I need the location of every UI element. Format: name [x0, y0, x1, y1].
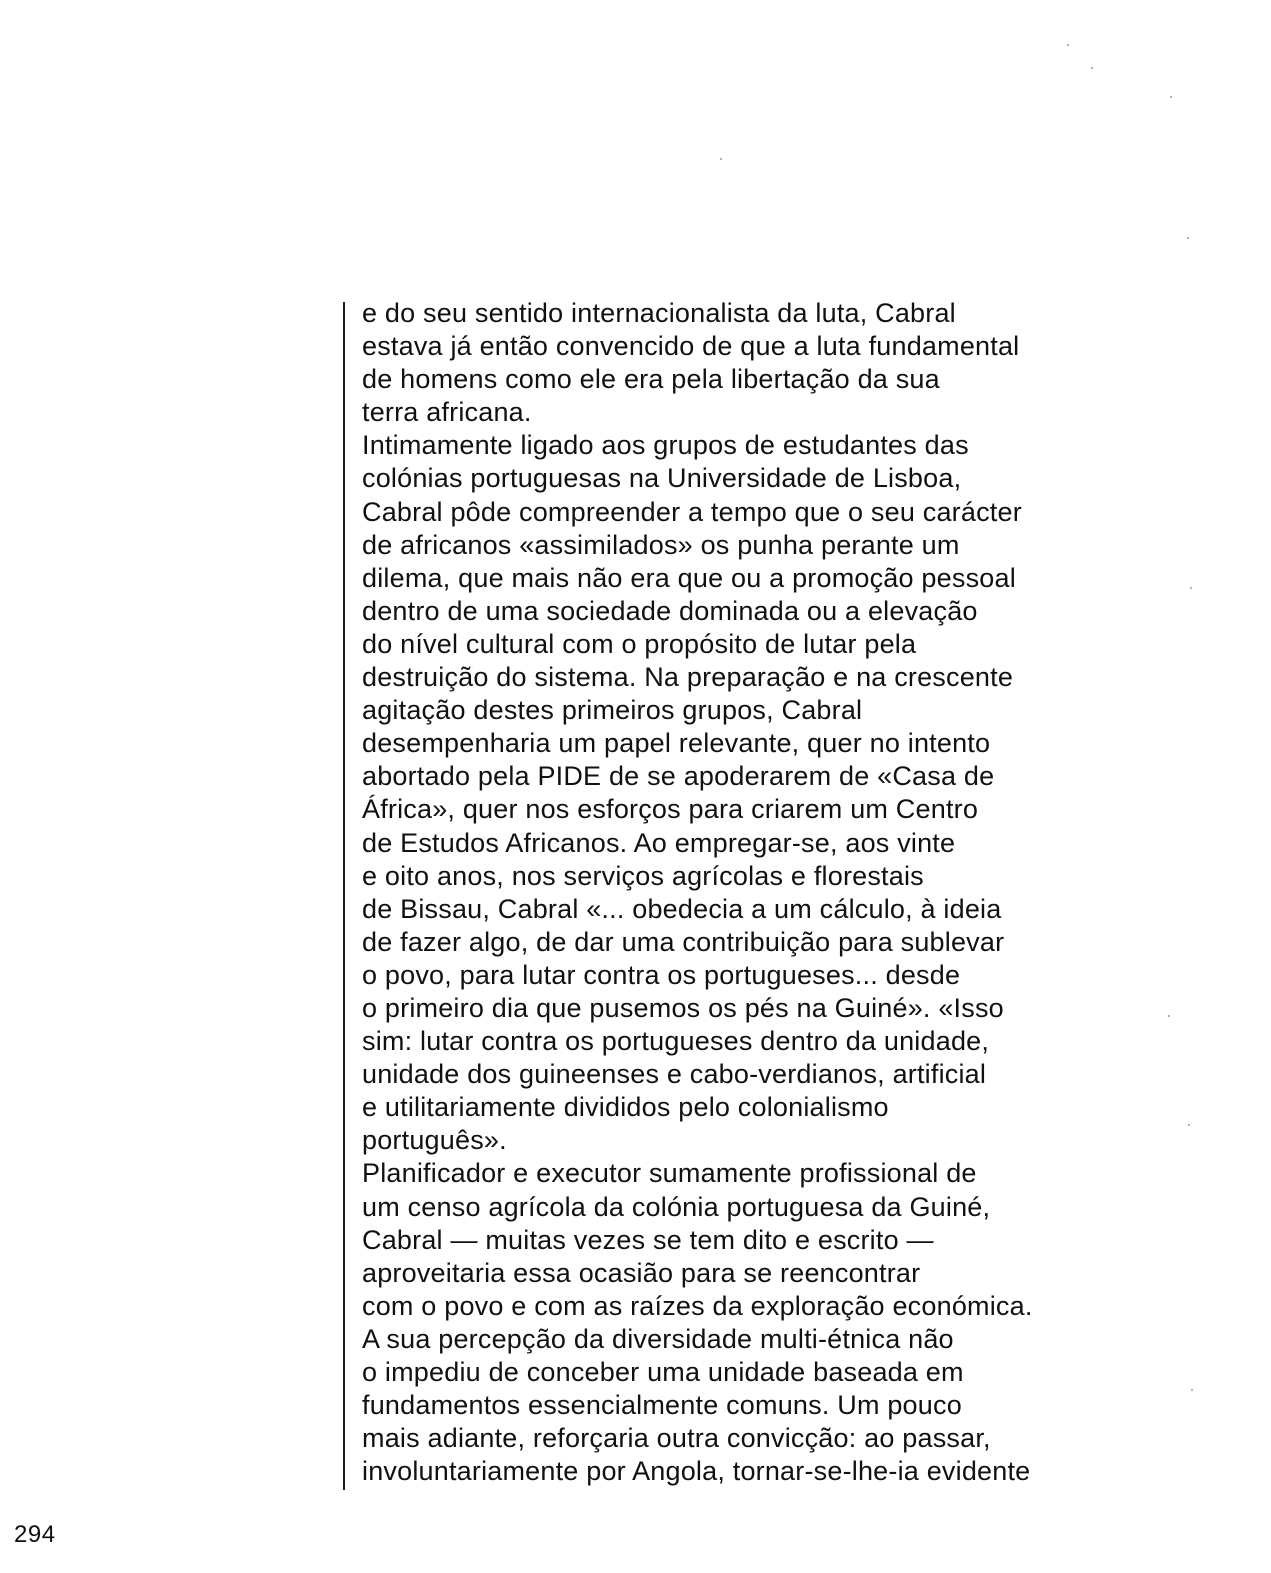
scan-speck — [1188, 1124, 1190, 1126]
text-line: aproveitaria essa ocasião para se reencontrar — [362, 1257, 921, 1288]
text-line: agitação destes primeiros grupos, Cabral — [362, 695, 863, 726]
scan-speck — [1190, 587, 1192, 589]
text-line: de Estudos Africanos. Ao empregar-se, aos vinte — [362, 827, 956, 858]
text-line: sim: lutar contra os portugueses dentro da unidade, — [362, 1026, 990, 1057]
text-line: português». — [362, 1125, 507, 1156]
text-line: A sua percepção da diversidade multi-étnica não — [362, 1323, 954, 1354]
text-line: Intimamente ligado aos grupos de estudantes das — [362, 430, 969, 461]
text-line: terra africana. — [362, 397, 532, 428]
text-line: e utilitariamente divididos pelo colonialismo — [362, 1092, 889, 1123]
text-line: unidade dos guineenses e cabo-verdianos, artificial — [362, 1059, 987, 1090]
text-line: de africanos «assimilados» os punha perante um — [362, 529, 960, 560]
scan-speck — [1170, 96, 1172, 98]
text-line: e do seu sentido internacionalista da luta, Cabral — [362, 298, 956, 328]
scan-speck — [1187, 237, 1189, 239]
text-line: África», quer nos esforços para criarem um Centro — [362, 794, 979, 825]
text-line: do nível cultural com o propósito de lutar pela — [362, 628, 917, 659]
scan-speck — [1191, 1389, 1193, 1391]
text-line: de Bissau, Cabral «... obedecia a um cálculo, à ideia — [362, 893, 1002, 924]
text-line: um censo agrícola da colónia portuguesa da Guiné, — [362, 1191, 991, 1222]
text-line: Cabral — muitas vezes se tem dito e escrito — — [362, 1224, 934, 1255]
text-line: e oito anos, nos serviços agrícolas e florestais — [362, 860, 924, 891]
text-line: abortado pela PIDE de se apoderarem de «Casa de — [362, 761, 995, 792]
text-line: fundamentos essencialmente comuns. Um pouco — [362, 1390, 962, 1421]
text-line: o primeiro dia que pusemos os pés na Guiné». «Isso — [362, 992, 1004, 1023]
text-line: colónias portuguesas na Universidade de Lisboa, — [362, 463, 962, 494]
text-line: desempenharia um papel relevante, quer no intento — [362, 728, 991, 759]
scan-speck — [1067, 44, 1069, 46]
text-line: dentro de uma sociedade dominada ou a elevação — [362, 595, 978, 626]
text-line: de fazer algo, de dar uma contribuição para sublevar — [362, 926, 1005, 957]
text-line: destruição do sistema. Na preparação e na crescente — [362, 662, 1014, 693]
text-line: com o povo e com as raízes da exploração económica. — [362, 1290, 1033, 1321]
margin-rule — [343, 302, 345, 1490]
body-text — [362, 297, 1212, 1488]
text-line: Cabral pôde compreender a tempo que o seu carácter — [362, 496, 1022, 527]
text-line: de homens como ele era pela libertação da sua — [362, 364, 940, 395]
scan-speck — [720, 158, 722, 160]
text-line: dilema, que mais não era que ou a promoção pessoal — [362, 562, 1016, 593]
scan-speck — [1091, 67, 1093, 69]
page-number: 294 — [14, 1521, 56, 1548]
text-line: involuntariamente por Angola, tornar-se-lhe-ia evidente — [362, 1456, 1031, 1487]
text-line: estava já então convencido de que a luta fundamental — [362, 331, 1020, 362]
text-line: Planificador e executor sumamente profissional de — [362, 1158, 977, 1189]
text-line: o impediu de conceber uma unidade baseada em — [362, 1357, 964, 1387]
scan-speck — [1168, 1015, 1170, 1017]
text-line: o povo, para lutar contra os portugueses... desde — [362, 959, 961, 990]
text-line: mais adiante, reforçaria outra convicção: ao passar, — [362, 1423, 991, 1454]
